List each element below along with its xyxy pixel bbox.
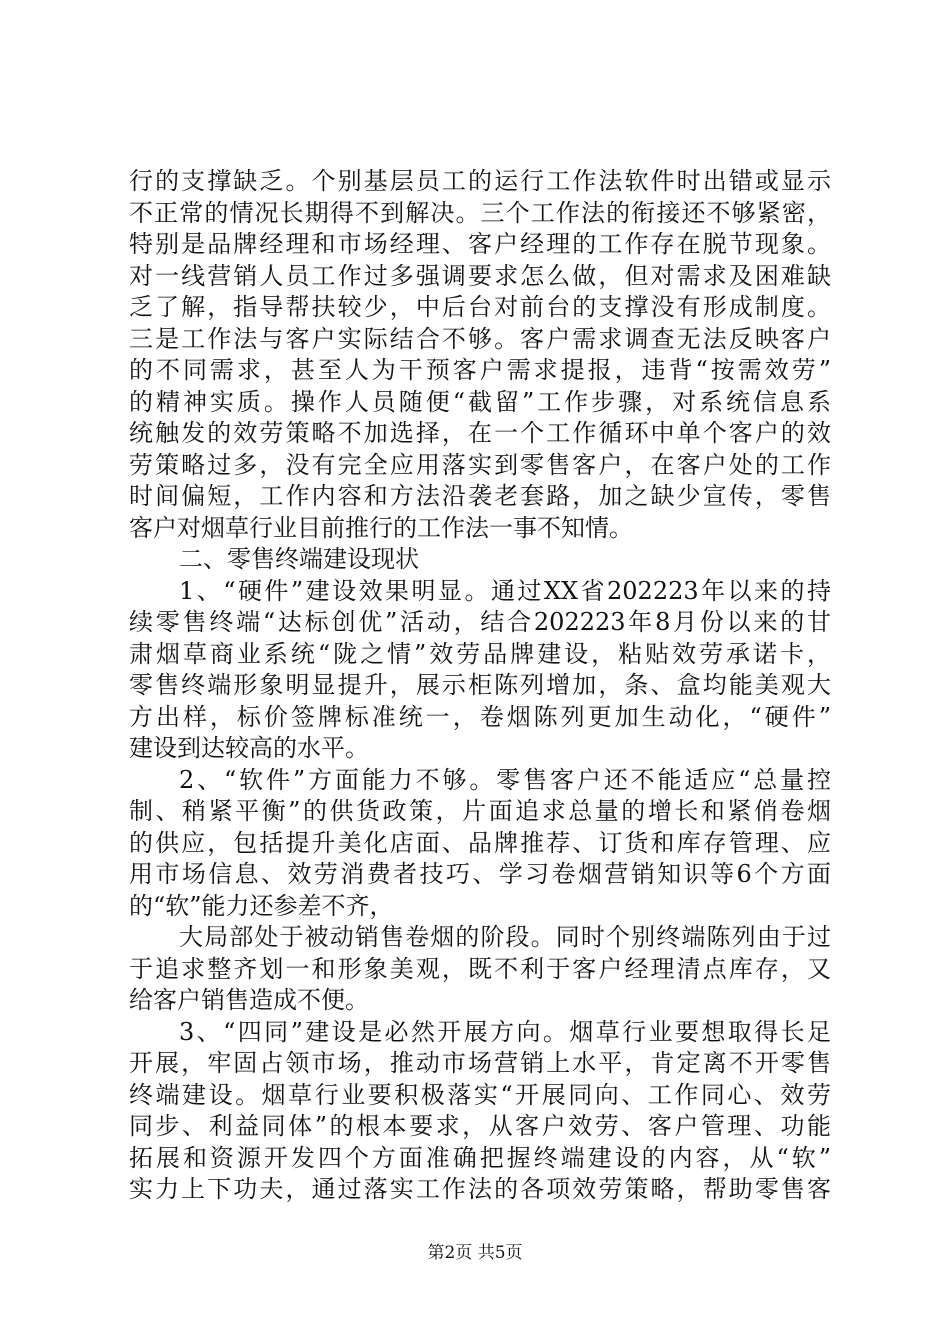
text-line: 特别是品牌经理和市场经理、客户经理的工作存在脱节现象。 <box>129 230 831 258</box>
text-line: 对一线营销人员工作过多强调要求怎么做，但对需求及困难缺 <box>129 261 831 290</box>
text-line: 的精神实质。操作人员随便“截留”工作步骤，对系统信息系 <box>129 387 831 416</box>
text-line: 1、“硬件”建设效果明显。通过XX省202223年以来的持 <box>179 576 831 605</box>
text-line: 制、稍紧平衡”的供货政策，片面追求总量的增长和紧俏卷烟 <box>129 797 831 825</box>
text-line: 劳策略过多，没有完全应用落实到零售客户，在客户处的工作 <box>129 450 831 479</box>
text-line: 续零售终端“达标创优”活动，结合202223年8月份以来的甘 <box>129 608 831 636</box>
page-footer: 第2页 共5页 <box>427 1243 523 1263</box>
text-line: 拓展和资源开发四个方面准确把握终端建设的内容，从“软” <box>129 1143 831 1172</box>
text-line: 统触发的效劳策略不加选择，在一个工作循环中单个客户的效 <box>129 419 831 447</box>
paragraph-passive-sales <box>129 922 831 1017</box>
text-line: 行的支撑缺乏。个别基层员工的运行工作法软件时出错或显示 <box>129 167 831 195</box>
text-line: 用市场信息、效劳消费者技巧、学习卷烟营销知识等6个方面 <box>129 860 831 888</box>
text-line: 零售终端形象明显提升，展示柜陈列增加，条、盒均能美观大 <box>129 671 831 699</box>
text-line: 时间偏短，工作内容和方法沿袭老套路，加之缺少宣传，零售 <box>129 482 831 510</box>
document-body <box>129 166 831 1206</box>
text-line: 大局部处于被动销售卷烟的阶段。同时个别终端陈列由于过 <box>179 923 831 951</box>
text-line: 给客户销售造成不便。 <box>129 986 369 1014</box>
text-line: 开展，牢固占领市场，推动市场营销上水平，肯定离不开零售 <box>129 1049 831 1077</box>
text-line: 3、“四同”建设是必然开展方向。烟草行业要想取得长足 <box>179 1017 831 1046</box>
paragraph-continued <box>129 166 831 544</box>
text-line: 方出样，标价签牌标准统一，卷烟陈列更加生动化，“硬件” <box>129 702 831 731</box>
text-line: 乏了解，指导帮扶较少，中后台对前台的支撑没有形成制度。 <box>129 293 831 321</box>
text-line: 同步、利益同体”的根本要求，从客户效劳、客户管理、功能 <box>129 1112 831 1140</box>
paragraph-hardware <box>129 576 831 765</box>
section-heading-retail-terminal <box>129 544 831 576</box>
text-line: 的供应，包括提升美化店面、品牌推荐、订货和库存管理、应 <box>129 828 831 857</box>
text-line: 二、零售终端建设现状 <box>179 545 419 573</box>
text-line: 的“软”能力还参差不齐， <box>129 891 394 920</box>
text-line: 终端建设。烟草行业要积极落实“开展同向、工作同心、效劳 <box>129 1080 831 1109</box>
paragraph-four-same <box>129 1017 831 1206</box>
text-line: 肃烟草商业系统“陇之情”效劳品牌建设，粘贴效劳承诺卡， <box>129 639 831 668</box>
text-line: 实力上下功夫，通过落实工作法的各项效劳策略，帮助零售客 <box>129 1175 831 1203</box>
text-line: 客户对烟草行业目前推行的工作法一事不知情。 <box>129 513 633 542</box>
text-line: 于追求整齐划一和形象美观，既不利于客户经理清点库存，又 <box>129 954 831 983</box>
text-line: 三是工作法与客户实际结合不够。客户需求调查无法反映客户 <box>129 324 831 353</box>
text-line: 2、“软件”方面能力不够。零售客户还不能适应“总量控 <box>179 765 831 794</box>
text-line: 的不同需求，甚至人为干预客户需求提报，违背“按需效劳” <box>129 356 831 384</box>
paragraph-software <box>129 765 831 923</box>
text-line: 不正常的情况长期得不到解决。三个工作法的衔接还不够紧密， <box>129 198 831 227</box>
text-line: 建设到达较高的水平。 <box>129 734 369 762</box>
